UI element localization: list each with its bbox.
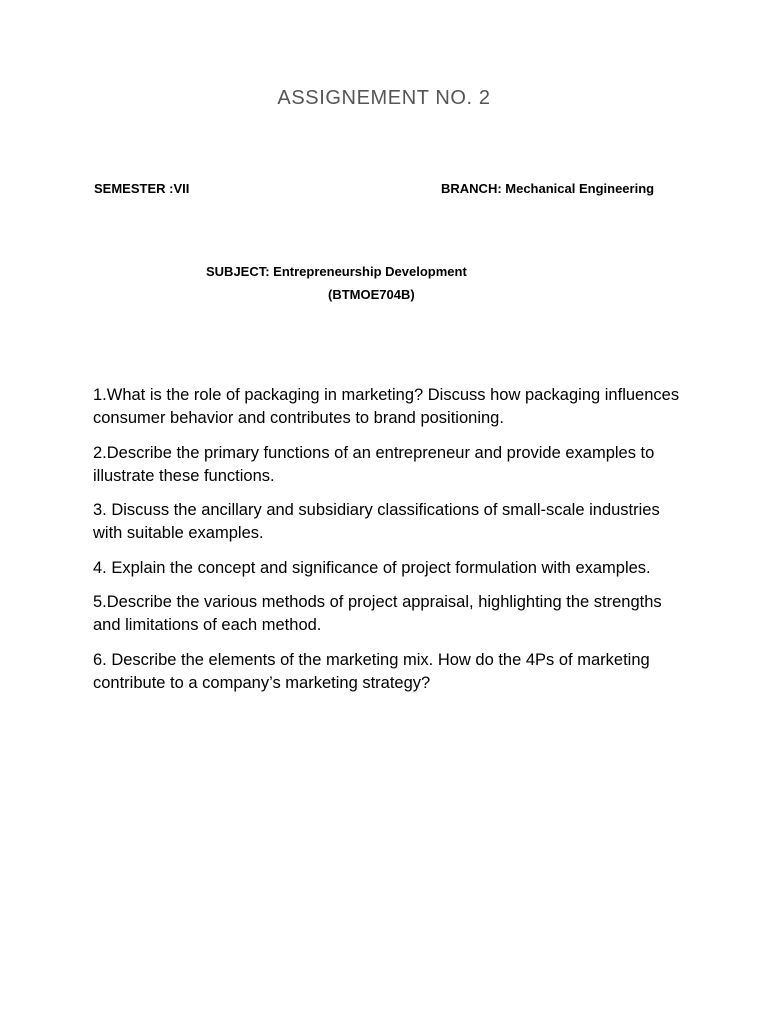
question-item: 1.What is the role of packaging in marketing? Discuss how packaging influences consumer behavior and contributes to brand positioning. (93, 386, 680, 427)
question-item: 3. Discuss the ancillary and subsidiary classifications of small-scale industries with suitable examples. (93, 501, 660, 542)
question-item: 5.Describe the various methods of project appraisal, highlighting the strengths and limitations of each method. (93, 593, 662, 634)
question-item: 2.Describe the primary functions of an entrepreneur and provide examples to illustrate these functions. (93, 443, 655, 485)
question-item: 6. Describe the elements of the marketing mix. How do the 4Ps of marketing contribute to a company’s marketing strategy? (93, 650, 650, 692)
question-item: 4. Explain the concept and significance of project formulation with examples. (93, 558, 651, 577)
semester-label: SEMESTER :VII (94, 181, 190, 196)
branch-label: BRANCH: Mechanical Engineering (441, 181, 655, 196)
subject-label: SUBJECT: Entrepreneurship Development (206, 264, 467, 279)
assignment-title: ASSIGNEMENT NO. 2 (277, 87, 491, 109)
question-list (93, 384, 693, 706)
course-code: (BTMOE704B) (328, 287, 415, 302)
